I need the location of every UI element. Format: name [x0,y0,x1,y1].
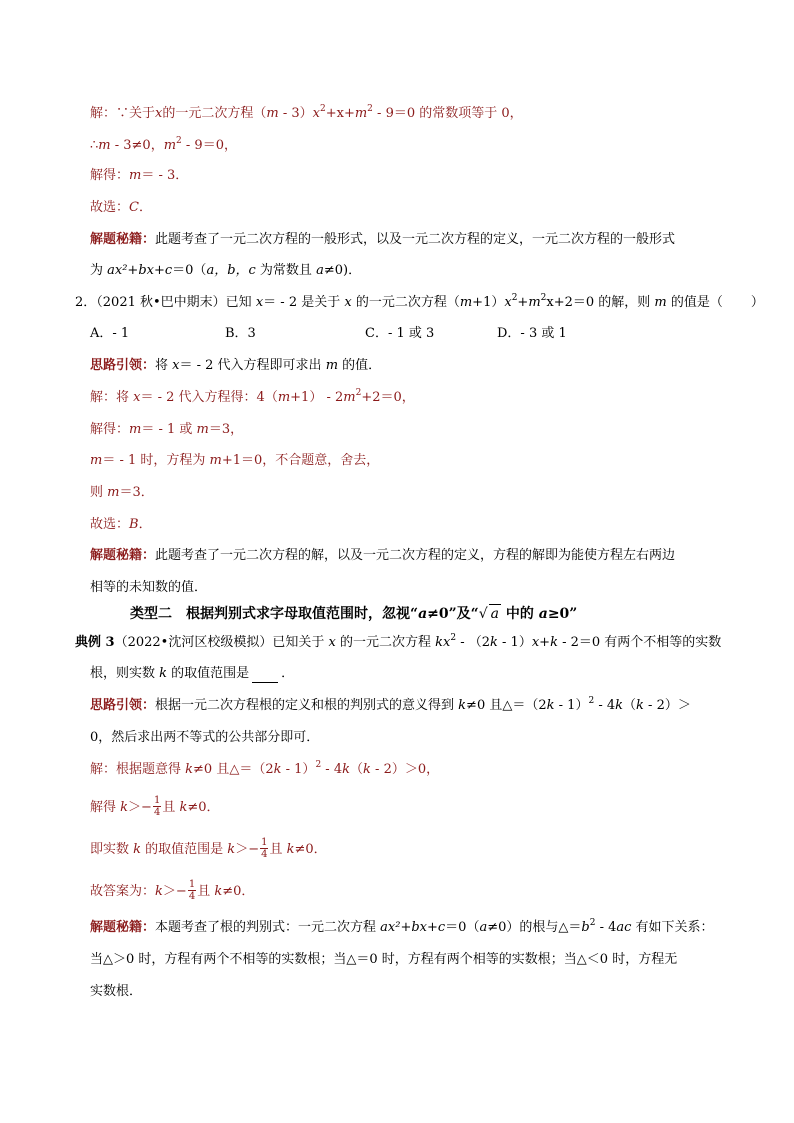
q2-solution-line-1: 解：将 x＝ - 2 代入方程得：$4(m+1) - 2m^2+2=0$， [90,387,415,405]
q2-stem: 2．（2021 秋•巴中期末）已知 x＝ - 2 是关于 x 的一元二次方程$(m+1)x^2+m^2x+2=0$ 的解，则 m 的值是（ ） [75,292,764,310]
ex3-hint: 思路引领：根据一元二次方程根的定义和根的判别式的意义得到 k≠0 且△＝（2k - 1）$^2$ - 4k（k - 2）＞ [90,695,691,713]
ex3-stem: 典例 3（2022•沈河区校级模拟）已知关于 x 的一元二次方程 $kx^2 - (2k - 1)x+k - 2=0$ 有两个不相等的实数 [75,632,722,650]
q2-solution-line-3: m＝ - 1 时，方程为 m+1＝0，不合题意，舍去， [90,453,380,468]
sqrt-symbol: √ a [478,606,499,622]
q1-solution-line: 解：∵关于x的一元二次方程$(m - 3)x^2+x+m^2 - 9=0$ 的常数项等于 0， [90,103,523,121]
q2-solution-line-4: 则 m＝3． [90,485,154,500]
ex3-hint-2: 0，然后求出两不等式的公共部分即可． [90,730,320,745]
ex3-key-line-2: 当△＞0 时，方程有两个不相等的实数根；当△＝0 时，方程有两个相等的实数根；当△＜0 时，方程无 [90,952,678,967]
ex3-solution-line-1: 解：根据题意得 k≠0 且△＝（2k - 1）$^2$ - 4k（k - 2）＞0， [90,759,440,777]
fraction-one-quarter: $\frac{1}{4}$ [153,795,161,818]
ex3-stem-2: 根，则实数 k 的取值范围是 ． [90,666,295,681]
q2-solution-line-2: 解得：m＝ - 1 或 m＝3， [90,422,244,437]
ex3-answer-line: 故答案为：k＞− $\frac{1}{4}$ 且 k≠0． [90,879,255,902]
ex3-solution-line-2: 解得 k＞− $\frac{1}{4}$ 且 k≠0． [90,795,220,818]
ex3-key-line: 解题秘籍：本题考查了根的判别式：一元二次方程 ax²+bx+c＝0（a≠0）的根与$\triangle=b^2 - 4ac$ 有如下关系： [90,917,714,935]
q2-key-line: 解题秘籍：此题考查了一元二次方程的解，以及一元二次方程的定义，方程的解即为能使方程左右两边 [90,548,676,563]
q1-key-line-2: 为 ax²+bx+c＝0（a，b，c 为常数且 a≠0)． [90,263,362,278]
section-heading-type2: 类型二 根据判别式求字母取值范围时，忽视“a≠0”及“√ a 中的 a≥0” [130,606,578,622]
answer-blank[interactable] [252,670,278,683]
q2-hint: 思路引领：将 x＝ - 2 代入方程即可求出 m 的值． [90,358,382,373]
q2-option-d[interactable]: D．- 3 或 1 [497,326,567,341]
q1-choice-line: 故选：C． [90,200,152,215]
q1-therefore-line: ∴m - 3≠0，$m^2 - 9=0$， [90,135,237,153]
q2-key-line-2: 相等的未知数的值． [90,580,208,595]
q2-choice-line: 故选：B． [90,517,152,532]
q2-option-b[interactable]: B．3 [225,326,256,341]
q2-options [0,325,794,343]
q1-answer-line: 解得：m＝ - 3． [90,168,189,183]
fraction-one-quarter: $\frac{1}{4}$ [261,837,268,860]
q2-option-c[interactable]: C．- 1 或 3 [365,326,435,341]
ex3-solution-line-3: 即实数 k 的取值范围是 k＞− $\frac{1}{4}$ 且 k≠0． [90,837,327,860]
fraction-one-quarter: $\frac{1}{4}$ [188,879,196,902]
ex3-key-line-3: 实数根． [90,984,143,999]
q1-key-line: 解题秘籍：此题考查了一元二次方程的一般形式，以及一元二次方程的定义，一元二次方程的一般形式 [90,232,676,247]
q2-option-a[interactable]: A．- 1 [90,326,130,341]
